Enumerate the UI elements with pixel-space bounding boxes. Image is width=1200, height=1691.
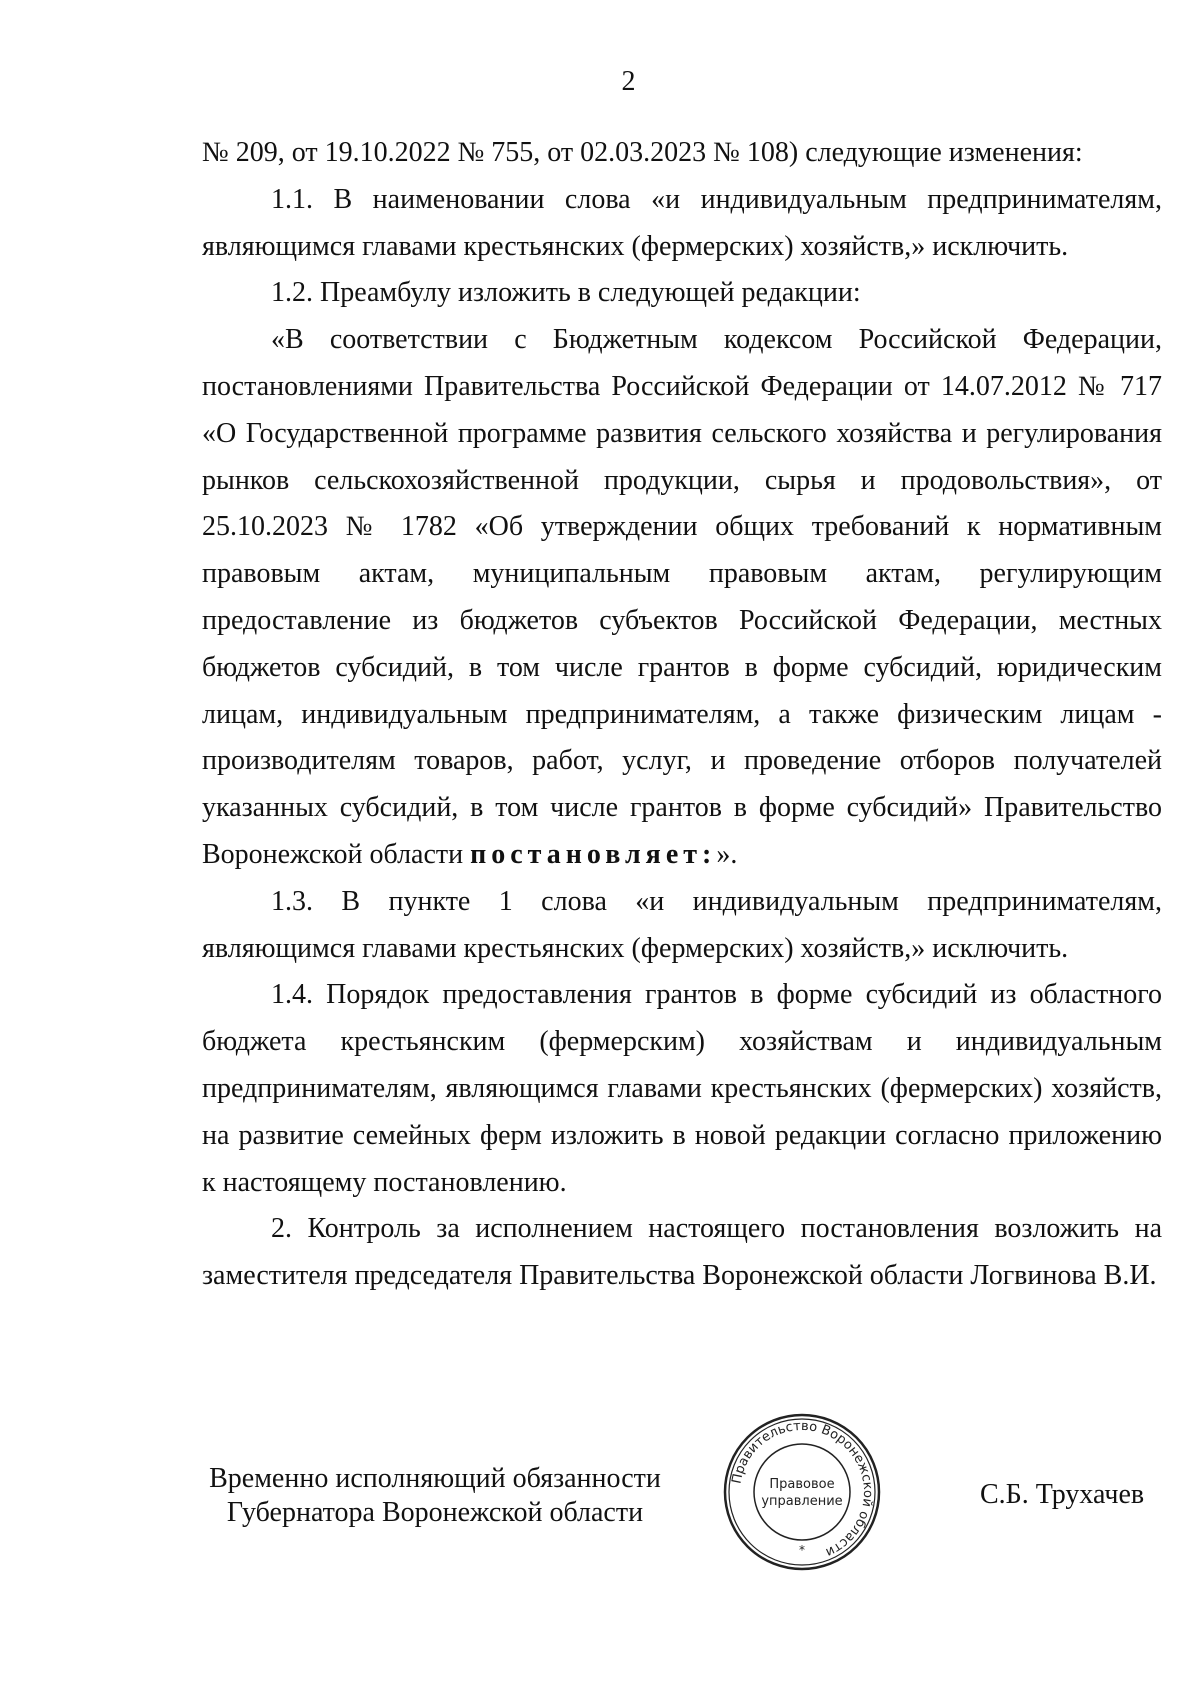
decree-word: постановляет:: [470, 838, 717, 870]
paragraph-1-1: 1.1. В наименовании слова «и индивидуальным предпринимателям, являющимся главами крестьянских (фермерских) хозяйств,» исключить.: [202, 183, 1162, 262]
paragraph-1-4: 1.4. Порядок предоставления грантов в форме субсидий из областного бюджета крестьянским (фермерским) хозяйствам и индивидуальным предпринимателям, являющимся главами крестьянских (фермерских) хозяйств, на развитие семейных ферм изложить в новой редакции согласно приложению к настоящему постановлению.: [202, 979, 1162, 1198]
seal-center-line2: управление: [761, 1494, 843, 1509]
signature-title-line2: Губернатора Воронежской области: [226, 1497, 644, 1528]
paragraph-amendments-intro: № 209, от 19.10.2022 № 755, от 02.03.2023 № 108) следующие изменения:: [202, 137, 1083, 168]
official-seal: [722, 1412, 882, 1572]
seal-star: *: [799, 1543, 805, 1557]
signature-title-line1: Временно исполняющий обязанности: [209, 1463, 661, 1494]
preamble-text: «В соответствии с Бюджетным кодексом Российской Федерации, постановлениями Правительства Российской Федерации от 14.07.2012 № 717 «О Государственной программе развития сельского хозяйства и регулирования рынков сельскохозяйственной продукции, сырья и продовольствия», от 25.10.2023 № 1782 «Об утверждении общих требований к нормативным правовым актам, муниципальным правовым актам, регулирующим предоставление из бюджетов субъектов Российской Федерации, местных бюджетов субсидий, в том числе грантов в форме субсидий, юридическим лицам, индивидуальным предпринимателям, а также физическим лицам - производителям товаров, работ, услуг, и проведение отборов получателей указанных субсидий, в том числе грантов в форме субсидий» Правительство Воронежской области: [202, 324, 1162, 870]
paragraph-preamble: [202, 317, 1162, 879]
seal-ring-text: Правительство Воронежской области: [729, 1418, 876, 1560]
signature-position: [190, 1462, 680, 1530]
paragraph-2: 2. Контроль за исполнением настоящего постановления возложить на заместителя председателя Правительства Воронежской области Логвинова В.И.: [202, 1213, 1162, 1292]
paragraph-1-2: 1.2. Преамбулу изложить в следующей редакции:: [271, 277, 861, 309]
document-body: [202, 130, 1162, 1300]
signer-name: С.Б. Трухачев: [980, 1479, 1145, 1510]
seal-inner-ring: [754, 1444, 850, 1540]
preamble-end: ».: [716, 838, 738, 870]
page-number: 2: [621, 66, 636, 97]
paragraph-1-3: 1.3. В пункте 1 слова «и индивидуальным предпринимателям, являющимся главами крестьянских (фермерских) хозяйств,» исключить.: [202, 885, 1162, 964]
seal-center-line1: Правовое: [769, 1477, 835, 1492]
